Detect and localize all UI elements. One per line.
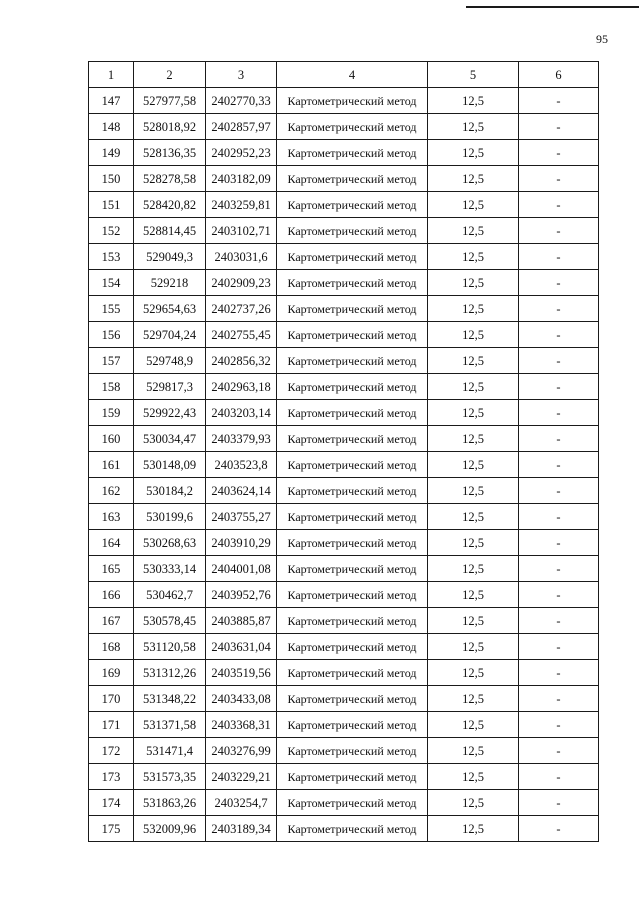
table-cell: 12,5 bbox=[428, 764, 519, 790]
table-cell: 168 bbox=[89, 634, 134, 660]
table-cell: Картометрический метод bbox=[277, 816, 428, 842]
table-cell: 159 bbox=[89, 400, 134, 426]
table-cell: 2403519,56 bbox=[206, 660, 277, 686]
coordinates-table bbox=[88, 61, 599, 842]
table-row bbox=[89, 686, 599, 712]
table-cell: - bbox=[519, 478, 599, 504]
page-number: 95 bbox=[596, 32, 608, 46]
table-cell: 12,5 bbox=[428, 712, 519, 738]
table-cell: - bbox=[519, 660, 599, 686]
table-cell: Картометрический метод bbox=[277, 452, 428, 478]
table-cell: 531573,35 bbox=[134, 764, 206, 790]
table-cell: Картометрический метод bbox=[277, 374, 428, 400]
table-cell: Картометрический метод bbox=[277, 504, 428, 530]
table-cell: - bbox=[519, 322, 599, 348]
table-cell: 527977,58 bbox=[134, 88, 206, 114]
table-cell: 12,5 bbox=[428, 478, 519, 504]
header-cell: 6 bbox=[519, 62, 599, 88]
table-cell: 12,5 bbox=[428, 166, 519, 192]
header-cell: 4 bbox=[277, 62, 428, 88]
table-row bbox=[89, 504, 599, 530]
table-cell: 529922,43 bbox=[134, 400, 206, 426]
table-cell: 12,5 bbox=[428, 322, 519, 348]
table-cell: 12,5 bbox=[428, 270, 519, 296]
table-cell: 12,5 bbox=[428, 88, 519, 114]
table-cell: 531312,26 bbox=[134, 660, 206, 686]
table-cell: 169 bbox=[89, 660, 134, 686]
table-cell: 2403885,87 bbox=[206, 608, 277, 634]
table-cell: - bbox=[519, 400, 599, 426]
table-cell: 530268,63 bbox=[134, 530, 206, 556]
table-cell: - bbox=[519, 764, 599, 790]
table-cell: 172 bbox=[89, 738, 134, 764]
table-cell: Картометрический метод bbox=[277, 296, 428, 322]
table-cell: Картометрический метод bbox=[277, 88, 428, 114]
header-cell: 3 bbox=[206, 62, 277, 88]
header-cell: 5 bbox=[428, 62, 519, 88]
table-cell: - bbox=[519, 270, 599, 296]
table-cell: - bbox=[519, 582, 599, 608]
table-cell: Картометрический метод bbox=[277, 556, 428, 582]
table-cell: 529817,3 bbox=[134, 374, 206, 400]
table-cell: 528136,35 bbox=[134, 140, 206, 166]
table-cell: - bbox=[519, 790, 599, 816]
table-cell: - bbox=[519, 738, 599, 764]
table-cell: 147 bbox=[89, 88, 134, 114]
table-row bbox=[89, 530, 599, 556]
table-cell: 2403254,7 bbox=[206, 790, 277, 816]
table-cell: 12,5 bbox=[428, 556, 519, 582]
table-cell: 12,5 bbox=[428, 530, 519, 556]
table-cell: 529748,9 bbox=[134, 348, 206, 374]
table-cell: 530199,6 bbox=[134, 504, 206, 530]
table-cell: 165 bbox=[89, 556, 134, 582]
table-cell: - bbox=[519, 504, 599, 530]
table-cell: 12,5 bbox=[428, 738, 519, 764]
table-row bbox=[89, 88, 599, 114]
table-cell: Картометрический метод bbox=[277, 270, 428, 296]
table-cell: 530578,45 bbox=[134, 608, 206, 634]
table-row bbox=[89, 270, 599, 296]
table-cell: 148 bbox=[89, 114, 134, 140]
table-row bbox=[89, 478, 599, 504]
table-cell: 2403203,14 bbox=[206, 400, 277, 426]
table-row bbox=[89, 660, 599, 686]
table-cell: 531371,58 bbox=[134, 712, 206, 738]
table-cell: Картометрический метод bbox=[277, 192, 428, 218]
table-cell: 531120,58 bbox=[134, 634, 206, 660]
table-cell: Картометрический метод bbox=[277, 478, 428, 504]
table-row bbox=[89, 816, 599, 842]
table-cell: 175 bbox=[89, 816, 134, 842]
table-cell: - bbox=[519, 192, 599, 218]
table-cell: - bbox=[519, 634, 599, 660]
table-cell: 528814,45 bbox=[134, 218, 206, 244]
table-cell: 532009,96 bbox=[134, 816, 206, 842]
table-cell: 529704,24 bbox=[134, 322, 206, 348]
table-cell: 164 bbox=[89, 530, 134, 556]
table-cell: 2403379,93 bbox=[206, 426, 277, 452]
table-cell: 12,5 bbox=[428, 218, 519, 244]
table-cell: - bbox=[519, 530, 599, 556]
table-cell: 155 bbox=[89, 296, 134, 322]
table-cell: 531471,4 bbox=[134, 738, 206, 764]
table-cell: 2402963,18 bbox=[206, 374, 277, 400]
table-cell: Картометрический метод bbox=[277, 686, 428, 712]
table-cell: 12,5 bbox=[428, 686, 519, 712]
table-row bbox=[89, 790, 599, 816]
table-cell: - bbox=[519, 244, 599, 270]
table-cell: 2402857,97 bbox=[206, 114, 277, 140]
table-cell: - bbox=[519, 88, 599, 114]
table-cell: Картометрический метод bbox=[277, 582, 428, 608]
table-row bbox=[89, 296, 599, 322]
table-cell: - bbox=[519, 712, 599, 738]
table-cell: Картометрический метод bbox=[277, 660, 428, 686]
table-cell: 2403631,04 bbox=[206, 634, 277, 660]
table-cell: 530333,14 bbox=[134, 556, 206, 582]
table-cell: 529654,63 bbox=[134, 296, 206, 322]
table-row bbox=[89, 400, 599, 426]
table-cell: 2403259,81 bbox=[206, 192, 277, 218]
table-cell: 173 bbox=[89, 764, 134, 790]
table-row bbox=[89, 582, 599, 608]
table-cell: 152 bbox=[89, 218, 134, 244]
table-cell: 2404001,08 bbox=[206, 556, 277, 582]
table-cell: 529049,3 bbox=[134, 244, 206, 270]
table-cell: 2403624,14 bbox=[206, 478, 277, 504]
table-cell: 528018,92 bbox=[134, 114, 206, 140]
table-cell: 149 bbox=[89, 140, 134, 166]
table-cell: 12,5 bbox=[428, 608, 519, 634]
table-cell: 2403102,71 bbox=[206, 218, 277, 244]
table-cell: 12,5 bbox=[428, 582, 519, 608]
table-cell: 171 bbox=[89, 712, 134, 738]
table-cell: - bbox=[519, 296, 599, 322]
table-row bbox=[89, 114, 599, 140]
table-cell: 2402755,45 bbox=[206, 322, 277, 348]
table-cell: Картометрический метод bbox=[277, 426, 428, 452]
table-cell: 531348,22 bbox=[134, 686, 206, 712]
table-row bbox=[89, 218, 599, 244]
table-cell: Картометрический метод bbox=[277, 322, 428, 348]
table-cell: 2402952,23 bbox=[206, 140, 277, 166]
table-cell: 530148,09 bbox=[134, 452, 206, 478]
table-cell: 2403433,08 bbox=[206, 686, 277, 712]
table-cell: 2402909,23 bbox=[206, 270, 277, 296]
table-cell: 12,5 bbox=[428, 504, 519, 530]
top-rule bbox=[466, 6, 639, 8]
table-cell: 161 bbox=[89, 452, 134, 478]
table-cell: - bbox=[519, 114, 599, 140]
table-cell: Картометрический метод bbox=[277, 218, 428, 244]
table-cell: 12,5 bbox=[428, 790, 519, 816]
table-row bbox=[89, 140, 599, 166]
table-cell: 530034,47 bbox=[134, 426, 206, 452]
table-cell: 12,5 bbox=[428, 244, 519, 270]
table-cell: Картометрический метод bbox=[277, 244, 428, 270]
table-row bbox=[89, 764, 599, 790]
table-cell: - bbox=[519, 816, 599, 842]
table-row bbox=[89, 166, 599, 192]
table-cell: 12,5 bbox=[428, 374, 519, 400]
table-cell: 530184,2 bbox=[134, 478, 206, 504]
table-body bbox=[89, 62, 599, 842]
table-cell: 170 bbox=[89, 686, 134, 712]
table-cell: 531863,26 bbox=[134, 790, 206, 816]
table-cell: Картометрический метод bbox=[277, 166, 428, 192]
table-cell: - bbox=[519, 166, 599, 192]
table-cell: - bbox=[519, 426, 599, 452]
header-cell: 2 bbox=[134, 62, 206, 88]
table-cell: 2402856,32 bbox=[206, 348, 277, 374]
table-cell: 530462,7 bbox=[134, 582, 206, 608]
table-cell: 528420,82 bbox=[134, 192, 206, 218]
table-row bbox=[89, 452, 599, 478]
table-cell: 2402770,33 bbox=[206, 88, 277, 114]
table-cell: Картометрический метод bbox=[277, 530, 428, 556]
table-cell: 12,5 bbox=[428, 452, 519, 478]
table-cell: - bbox=[519, 556, 599, 582]
table-row bbox=[89, 374, 599, 400]
table-cell: 12,5 bbox=[428, 400, 519, 426]
table-row bbox=[89, 712, 599, 738]
table-cell: Картометрический метод bbox=[277, 608, 428, 634]
table-row bbox=[89, 244, 599, 270]
table-cell: 2403368,31 bbox=[206, 712, 277, 738]
table-cell: - bbox=[519, 218, 599, 244]
table-cell: 12,5 bbox=[428, 192, 519, 218]
table-cell: Картометрический метод bbox=[277, 400, 428, 426]
table-cell: 162 bbox=[89, 478, 134, 504]
table-row bbox=[89, 348, 599, 374]
table-cell: 167 bbox=[89, 608, 134, 634]
table-cell: 12,5 bbox=[428, 634, 519, 660]
table-cell: - bbox=[519, 374, 599, 400]
table-cell: - bbox=[519, 608, 599, 634]
table-cell: 2403182,09 bbox=[206, 166, 277, 192]
table-cell: Картометрический метод bbox=[277, 348, 428, 374]
table-row bbox=[89, 608, 599, 634]
table-cell: 157 bbox=[89, 348, 134, 374]
table-cell: 2403276,99 bbox=[206, 738, 277, 764]
table-row bbox=[89, 322, 599, 348]
table-cell: 2403910,29 bbox=[206, 530, 277, 556]
table-cell: 2403755,27 bbox=[206, 504, 277, 530]
table-cell: 156 bbox=[89, 322, 134, 348]
table-cell: 2403952,76 bbox=[206, 582, 277, 608]
table-cell: - bbox=[519, 686, 599, 712]
table-cell: Картометрический метод bbox=[277, 114, 428, 140]
table-cell: 160 bbox=[89, 426, 134, 452]
table-cell: Картометрический метод bbox=[277, 140, 428, 166]
table-cell: Картометрический метод bbox=[277, 712, 428, 738]
table-row bbox=[89, 426, 599, 452]
table-row bbox=[89, 634, 599, 660]
table-cell: 150 bbox=[89, 166, 134, 192]
table-cell: 2403229,21 bbox=[206, 764, 277, 790]
table-cell: 12,5 bbox=[428, 660, 519, 686]
table-cell: 12,5 bbox=[428, 140, 519, 166]
table-cell: 528278,58 bbox=[134, 166, 206, 192]
table-cell: 12,5 bbox=[428, 816, 519, 842]
table-row bbox=[89, 192, 599, 218]
table-cell: 2403189,34 bbox=[206, 816, 277, 842]
table-row bbox=[89, 738, 599, 764]
table-cell: - bbox=[519, 452, 599, 478]
table-cell: - bbox=[519, 348, 599, 374]
table-header-row bbox=[89, 62, 599, 88]
table-cell: 158 bbox=[89, 374, 134, 400]
table-cell: 12,5 bbox=[428, 296, 519, 322]
table-cell: 151 bbox=[89, 192, 134, 218]
table-cell: 2403031,6 bbox=[206, 244, 277, 270]
table-cell: Картометрический метод bbox=[277, 764, 428, 790]
table-row bbox=[89, 556, 599, 582]
header-cell: 1 bbox=[89, 62, 134, 88]
table-cell: 2402737,26 bbox=[206, 296, 277, 322]
table-cell: 12,5 bbox=[428, 348, 519, 374]
table-cell: 2403523,8 bbox=[206, 452, 277, 478]
table-cell: Картометрический метод bbox=[277, 790, 428, 816]
table-cell: 163 bbox=[89, 504, 134, 530]
table-cell: Картометрический метод bbox=[277, 634, 428, 660]
table-cell: 154 bbox=[89, 270, 134, 296]
table-cell: 153 bbox=[89, 244, 134, 270]
table-cell: 174 bbox=[89, 790, 134, 816]
table-cell: - bbox=[519, 140, 599, 166]
table-cell: 12,5 bbox=[428, 114, 519, 140]
table-cell: 12,5 bbox=[428, 426, 519, 452]
table-cell: 529218 bbox=[134, 270, 206, 296]
table-cell: 166 bbox=[89, 582, 134, 608]
table-cell: Картометрический метод bbox=[277, 738, 428, 764]
